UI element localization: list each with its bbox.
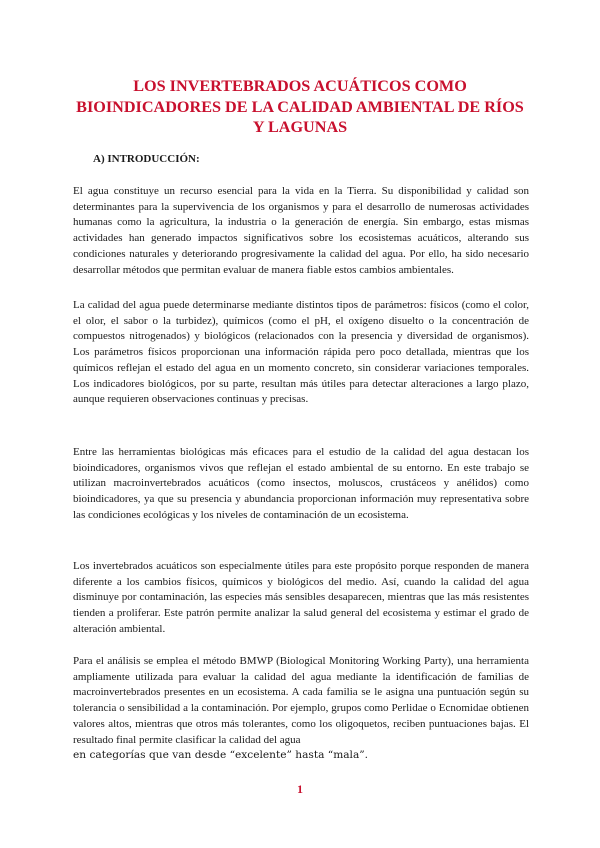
paragraph-5	[73, 654, 529, 764]
paragraph-2: La calidad del agua puede determinarse mediante distintos tipos de parámetros: físicos (como el color, el olor, el sabor o la turbidez), químicos (como el pH, el oxígeno disuelto o la concentración de compuestos nitrogenados) y biológicos (relacionados con la presencia y diversidad de organismos). Los parámetros físicos proporcionan una información rápida pero poco detallada, mientras que los químicos reflejan el estado del agua en un momento concreto, sin considerar variaciones temporales. Los indicadores biológicos, por su parte, resultan más útiles para detectar alteraciones a largo plazo, aunque requieren observaciones continuas y precisas.	[73, 299, 529, 406]
paragraph-1: El agua constituye un recurso esencial para la vida en la Tierra. Su disponibilidad y calidad son determinantes para la supervivencia de los organismos y para el desarrollo de numerosas actividades humanas como la agricultura, la industria o la generación de energía. Sin embargo, estas mismas actividades han generado impactos significativos sobre los ecosistemas acuáticos, alterando sus condiciones naturales y deteriorando progresivamente la calidad del agua. Por ello, ha sido necesario desarrollar métodos que permitan evaluar de manera fiable estos cambios ambientales.	[73, 185, 529, 276]
paragraph-5-last-line: en categorías que van desde “excelente” hasta “mala”.	[73, 749, 369, 762]
title-line-1: LOS INVERTEBRADOS ACUÁTICOS COMO	[133, 77, 467, 95]
section-heading-introduccion: A) INTRODUCCIÓN:	[93, 153, 200, 165]
title-line-2: BIOINDICADORES DE LA CALIDAD AMBIENTAL DE RÍOS	[76, 97, 524, 116]
paragraph-5-body: Para el análisis se emplea el método BMWP (Biological Monitoring Working Party), una herramienta ampliamente utilizada para evaluar la calidad del agua mediante la identificación de familias de macroinvertebrados presentes en un ecosistema. A cada familia se le asigna una puntuación según su tolerancia o sensibilidad a la contaminación. Por ejemplo, grupos como Perlidae o Ecnomidae obtienen valores altos, mientras que otros más tolerantes, como los oligoquetos, reciben puntuaciones bajas. El resultado final permite clasificar la calidad del agua	[73, 655, 529, 746]
paragraph-4: Los invertebrados acuáticos son especialmente útiles para este propósito porque responden de manera diferente a los cambios físicos, químicos y biológicos del medio. Así, cuando la calidad del agua disminuye por contaminación, las especies más sensibles desaparecen, mientras que las más resistentes tienden a proliferar. Este patrón permite analizar la salud general del ecosistema y estimar el grado de alteración ambiental.	[73, 560, 529, 635]
title-line-3: Y LAGUNAS	[252, 118, 348, 136]
paragraph-3: Entre las herramientas biológicas más eficaces para el estudio de la calidad del agua destacan los bioindicadores, organismos vivos que reflejan el estado ambiental de su entorno. En este trabajo se utilizan macroinvertebrados acuáticos (como insectos, moluscos, crustáceos y anélidos) como bioindicadores, ya que su presencia y abundancia proporcionan información muy representativa sobre las condiciones ecológicas y los niveles de contaminación de un ecosistema.	[73, 446, 529, 521]
page-number: 1	[297, 782, 303, 796]
document-title	[60, 76, 540, 138]
